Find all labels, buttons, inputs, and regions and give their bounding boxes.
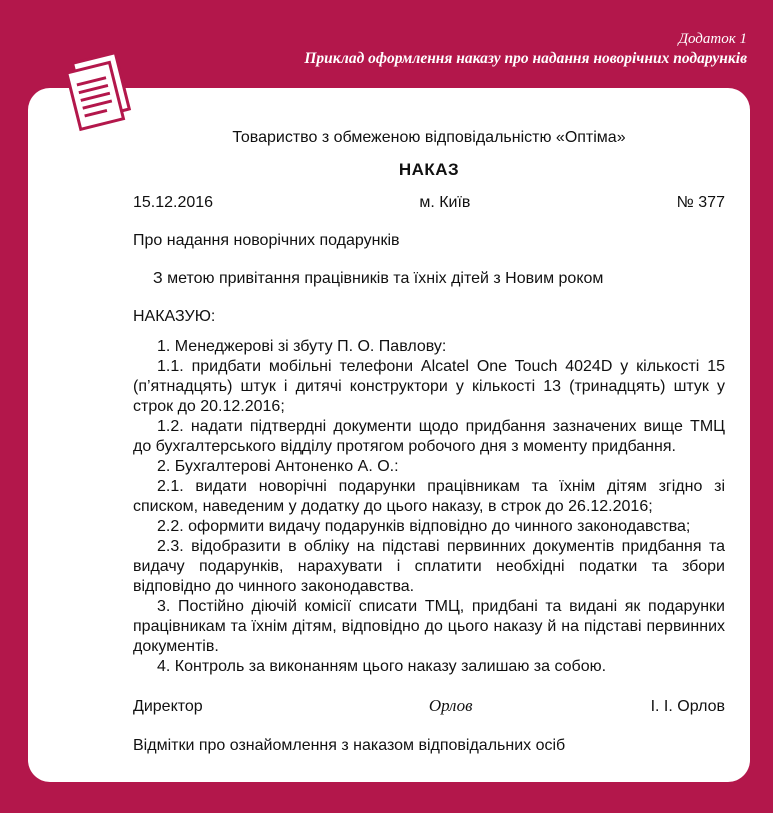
document-stack-icon xyxy=(62,46,134,136)
signer-name: І. І. Орлов xyxy=(650,698,725,715)
page-header xyxy=(304,29,747,69)
order-purpose: З метою привітання працівників та їхніх дітей з Новим роком xyxy=(153,270,604,287)
order-item: 1.1. придбати мобільні телефони Alcatel One Touch 4024D у кількості 15 (п’ятнадцять) штук і дитячі конструктори у кількості 13 (тринадцять) штук у строк до 20.12.2016; xyxy=(133,358,725,415)
order-word: НАКАЗУЮ: xyxy=(133,308,216,325)
order-item: 2.3. відобразити в обліку на підставі первинних документів придбання та видачу подарунків, нарахувати і сплатити необхідні податки та збори відповідно до чинного законодавства. xyxy=(133,538,725,595)
order-item: 2.2. оформити видачу подарунків відповідно до чинного законодавства; xyxy=(157,518,691,535)
order-item: 1. Менеджерові зі збуту П. О. Павлову: xyxy=(157,338,447,355)
order-date: 15.12.2016 xyxy=(133,194,214,211)
order-subject: Про надання новорічних подарунків xyxy=(133,232,400,249)
document-title: НАКАЗ xyxy=(398,160,460,179)
order-item: 2.1. видати новорічні подарунки працівникам та їхнім дітям згідно зі списком, наведеним у додатку до цього наказу, в строк до 26.12.2016; xyxy=(133,478,725,515)
signer-title: Директор xyxy=(133,698,203,715)
order-document xyxy=(133,128,725,772)
order-item: 4. Контроль за виконанням цього наказу залишаю за собою. xyxy=(157,658,607,675)
order-item: 2. Бухгалтерові Антоненко А. О.: xyxy=(157,458,399,475)
signature-row xyxy=(133,696,725,717)
order-number: № 377 xyxy=(676,194,725,211)
date-row xyxy=(133,193,725,213)
appendix-label: Додаток 1 xyxy=(678,31,747,47)
organization-name: Товариство з обмеженою відповідальністю «Оптіма» xyxy=(232,129,626,146)
signature: Орлов xyxy=(428,696,473,715)
order-item: 3. Постійно діючій комісії списати ТМЦ, придбані та видані як подарунки працівникам та їхнім дітям, відповідно до цього наказу й на підставі первинних документів. xyxy=(133,598,725,655)
order-item: 1.2. надати підтвердні документи щодо придбання зазначених вище ТМЦ до бухгалтерського відділу протягом робочого дня з моменту придбання. xyxy=(133,418,725,455)
order-city: м. Київ xyxy=(419,194,471,211)
example-subtitle: Приклад оформлення наказу про надання новорічних подарунків xyxy=(304,50,747,67)
acknowledgement-notes: Відмітки про ознайомлення з наказом відповідальних осіб xyxy=(133,737,566,754)
